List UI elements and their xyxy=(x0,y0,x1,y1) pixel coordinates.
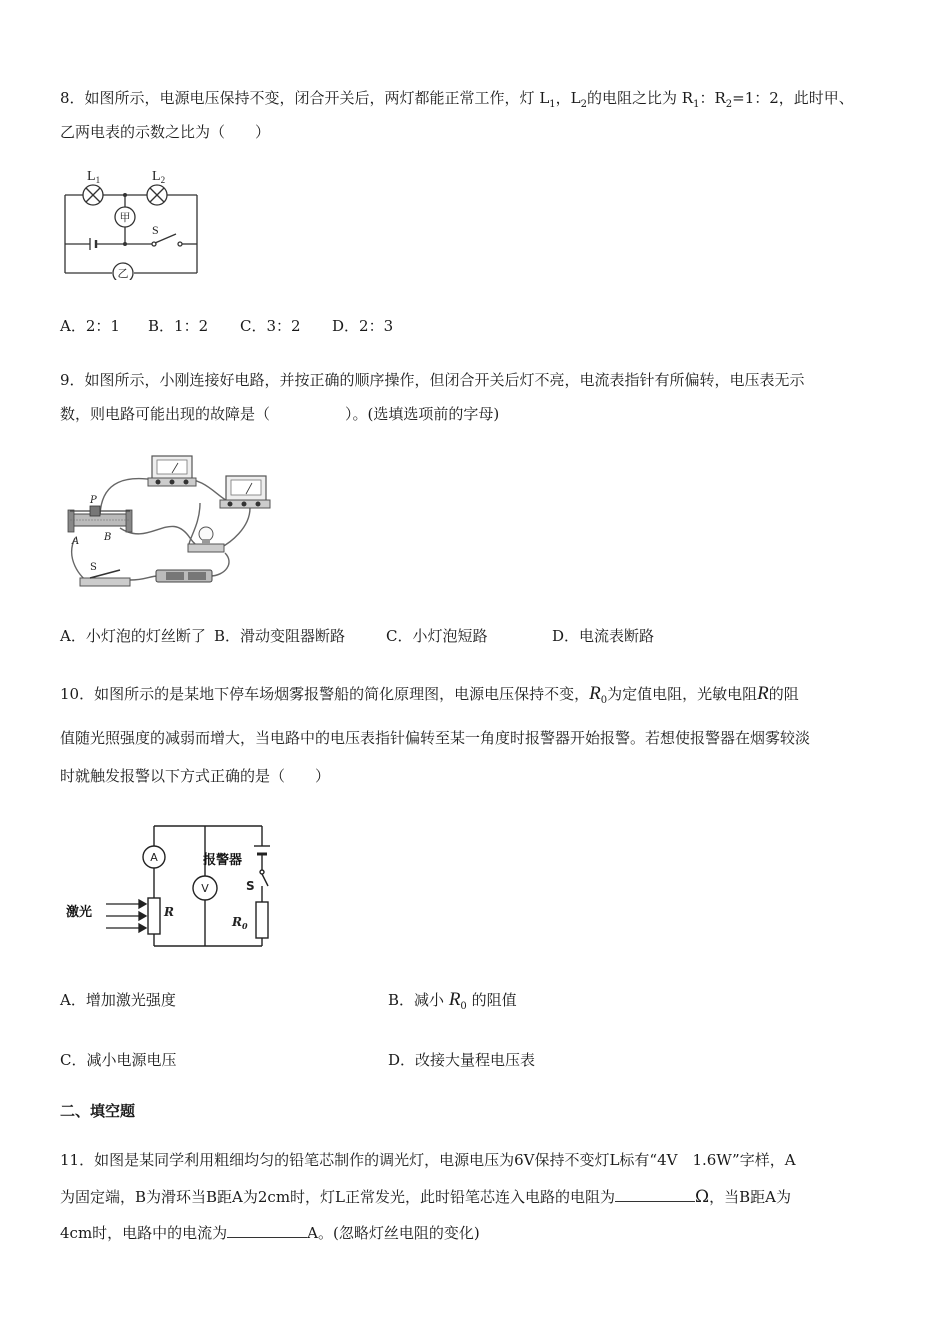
q10-option-c: C．减小电源电压 xyxy=(60,1051,177,1069)
ammeter-icon xyxy=(148,456,196,486)
ammeter-a-label: A xyxy=(150,851,158,864)
q10-option-a: A．增加激光强度 xyxy=(60,991,176,1009)
q8-option-d: D．2：3 xyxy=(332,317,394,335)
battery-icon xyxy=(90,238,96,250)
alarm-label: 报警器 xyxy=(203,853,243,868)
battery-holder-icon xyxy=(156,570,212,582)
q10-line1: 10．如图所示的是某地下停车场烟雾报警船的简化原理图，电源电压保持不变，$R_0$为定值电阻，光敏电阻R的阻 xyxy=(60,683,799,706)
q9-option-d: D．电流表断路 xyxy=(552,627,655,645)
fixed-resistor-icon xyxy=(256,902,268,938)
section-heading: 二、填空题 xyxy=(60,1102,136,1120)
q9-option-a: A．小灯泡的灯丝断了 xyxy=(60,627,206,645)
voltmeter-icon xyxy=(220,476,270,508)
q10-circuit-figure xyxy=(60,818,300,954)
battery-icon xyxy=(254,846,270,854)
q9-option-b: B．滑动变阻器断路 xyxy=(214,627,346,645)
q8-option-b: B．1：2 xyxy=(148,317,209,335)
laser-arrows-icon xyxy=(106,900,146,932)
meter-jia-label: 甲 xyxy=(119,211,131,224)
q8-option-a: A．2：1 xyxy=(60,317,120,335)
photoresistor-icon xyxy=(148,898,160,934)
lamp-l2-label: $L_2$ xyxy=(152,169,166,185)
lamp-l1-icon xyxy=(83,185,103,205)
q10-line2: 值随光照强度的减弱而增大，当电路中的电压表指针偏转至某一角度时报警器开始报警。若想使报警器在烟雾较淡 xyxy=(60,729,811,747)
q11-line2: 为固定端，B为滑环当B距A为2cm时，灯L正常发光，此时铅笔芯连入电路的电阻为 Ω，当B距A为 xyxy=(60,1187,791,1207)
voltmeter-v-label: V xyxy=(201,882,209,895)
rheostat-a-label: A xyxy=(72,536,80,547)
q9-line2: 数，则电路可能出现的故障是（ ）。(选填选项前的字母) xyxy=(60,405,500,423)
switch-s-icon xyxy=(260,870,268,886)
q8-option-c: C．3：2 xyxy=(240,317,301,335)
q8-circuit-figure xyxy=(60,160,210,280)
answer-blank-1[interactable] xyxy=(615,1186,695,1202)
knife-switch-label: S xyxy=(90,562,97,573)
answer-blank-2[interactable] xyxy=(227,1222,307,1238)
rheostat-icon xyxy=(68,506,132,532)
q8-line2: 乙两电表的示数之比为（ ） xyxy=(60,123,271,141)
fixed-resistor-label: $R_0$ xyxy=(232,915,248,931)
q9-circuit-photo xyxy=(60,448,275,603)
q11-line3: 4cm时，电路中的电流为 A。(忽略灯丝电阻的变化) xyxy=(60,1224,480,1242)
lamp-l2-icon xyxy=(147,185,167,205)
switch-s-label: S xyxy=(246,879,255,893)
meter-yi-label: 乙 xyxy=(117,267,129,280)
rheostat-b-label: B xyxy=(104,532,112,543)
laser-label: 激光 xyxy=(66,905,93,920)
q10-option-d: D．改接大量程电压表 xyxy=(388,1051,536,1069)
q11-line1: 11．如图是某同学利用粗细均匀的铅笔芯制作的调光灯，电源电压为6V保持不变灯L标有“4V 1.6W”字样，A xyxy=(60,1151,796,1169)
q10-option-b: B．减小 $R_0$ 的阻值 xyxy=(388,989,517,1012)
lamp-l1-label: $L_1$ xyxy=(87,169,101,185)
q9-option-c: C．小灯泡短路 xyxy=(386,627,488,645)
rheostat-p-label: P xyxy=(90,495,97,506)
q8-line1: 8．如图所示，电源电压保持不变，闭合开关后，两灯都能正常工作，灯 $L_1$，$L_2$的电阻之比为 $R_1$：$R_2=1$：2，此时甲、 xyxy=(60,89,854,110)
photoresistor-label: R xyxy=(164,905,174,919)
switch-s-label: S xyxy=(152,223,159,237)
knife-switch-icon xyxy=(80,570,130,586)
q10-line3: 时就触发报警以下方式正确的是（ ） xyxy=(60,767,331,785)
q9-line1: 9．如图所示，小刚连接好电路，并按正确的顺序操作，但闭合开关后灯不亮，电流表指针有所偏转，电压表无示 xyxy=(60,371,805,389)
